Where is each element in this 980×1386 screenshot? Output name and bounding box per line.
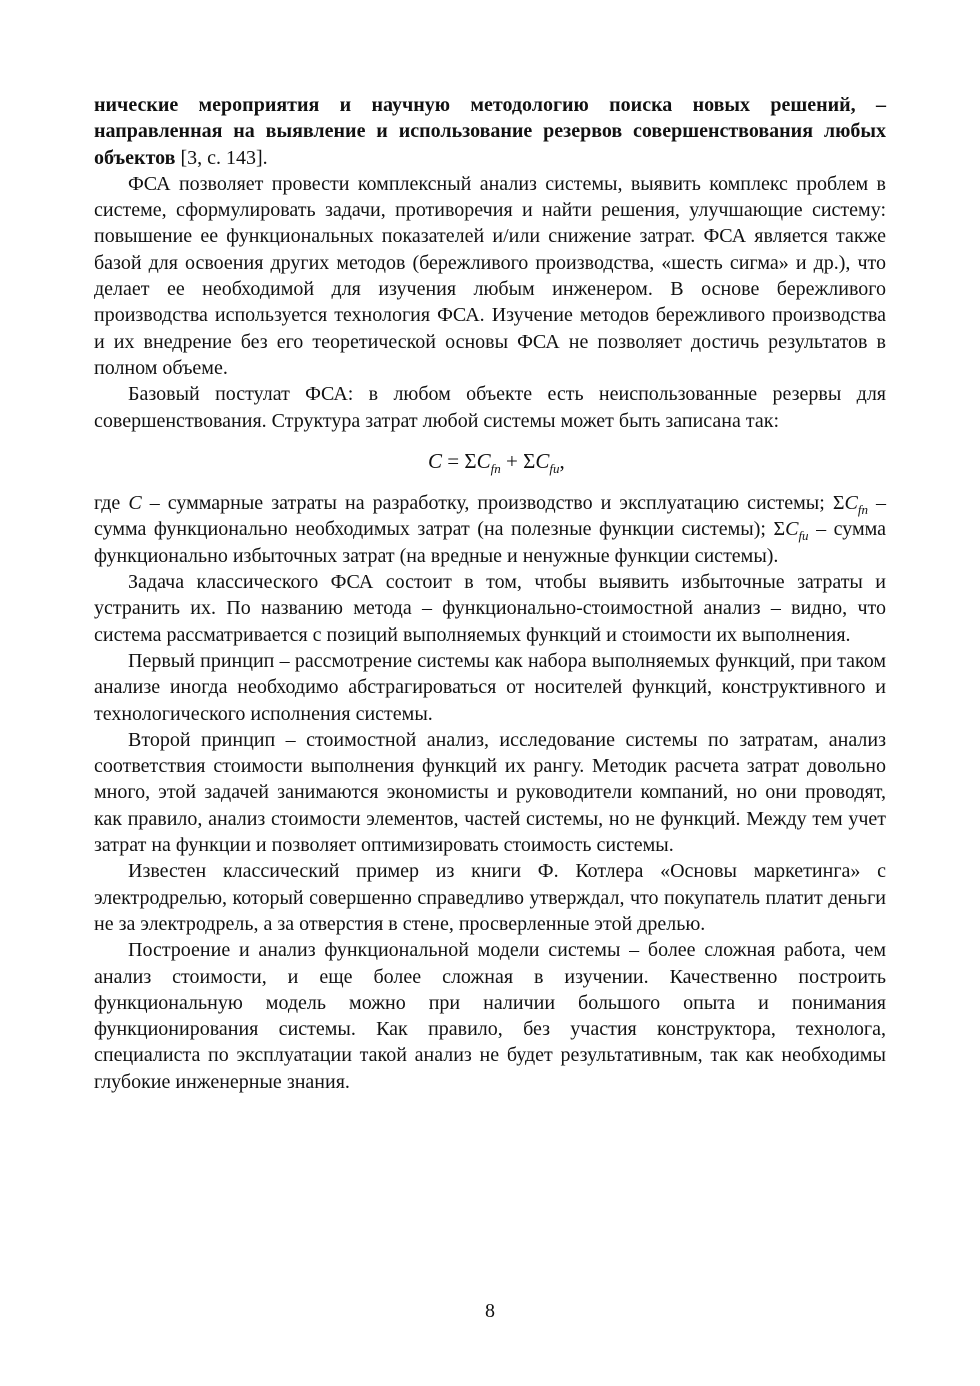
paragraph-kotler-example: Известен классический пример из книги Ф. Котлера «Основы маркетинга» с электродрелью, который совершенно справедливо утверждал, что покупатель платит деньги не за электродрель, а за отверстия в стене, просверленные этой дрелью.	[94, 860, 886, 935]
formula-cost-excess: C	[535, 448, 550, 473]
paragraph-functional-model: Построение и анализ функциональной модели системы – более сложная работа, чем анализ стоимости, и еще более сложная в изучении. Качественно построить функциональную модель можно при наличии большого опыта и понимания функционирования системы. Как правило, без участия конструктора, технолога, специалиста по эксплуатации такой анализ не будет результативным, так как необходимы глубокие инженерные знания.	[94, 939, 886, 1093]
legend-text-1: где	[94, 492, 129, 515]
formula-comma: ,	[559, 448, 565, 473]
paragraph-formula-legend	[94, 490, 886, 569]
legend-symbol-sum-fn	[832, 492, 868, 518]
paragraph-basic-postulate: Базовый постулат ФСА: в любом объекте есть неиспользованные резервы для совершенствования. Структура затрат любой системы может быть записана так:	[94, 383, 886, 432]
legend-text-4: – сумма функционально избыточных затрат (на вредные и ненужные функции системы).	[94, 518, 887, 567]
legend-sigma-1: Σ	[832, 492, 845, 515]
legend-c-2: C	[785, 518, 799, 541]
formula-subscript-fn: fn	[490, 460, 501, 476]
page-number: 8	[485, 1300, 495, 1322]
formula-subscript-fu: fu	[549, 460, 560, 476]
formula-cost-necessary: C	[476, 448, 491, 473]
intro-reference: [3, с. 143].	[175, 146, 268, 169]
paragraph-classic-task: Задача классического ФСА состоит в том, чтобы выявить избыточные затраты и устранить их. По названию метода – функционально-стоимостной анализ – видно, что система рассматривается с позиций выполняемых функций и стоимости их выполнения.	[94, 571, 886, 646]
intro-paragraph	[94, 92, 886, 171]
legend-text-3: – сумма функционально необходимых затрат (на полезные функции системы);	[94, 492, 886, 541]
legend-sub-fu: fu	[798, 528, 809, 544]
legend-sub-fn: fn	[857, 502, 868, 518]
formula-plus-sigma: + Σ	[500, 448, 536, 473]
legend-text-2: – суммарные затраты на разработку, производство и эксплуатацию системы;	[141, 492, 833, 515]
page-body	[94, 92, 886, 1095]
intro-bold-text: нические мероприятия и научную методологию поиска новых решений, – направленная на выявление и использование резервов совершенствования любых объектов	[94, 94, 886, 169]
paragraph-second-principle: Второй принцип – стоимостной анализ, исследование системы по затратам, анализ соответствия стоимости выполнения функций их рангу. Методик расчета затрат довольно много, этой задачей занимаются экономисты и руководители компаний, но они проводят, как правило, анализ стоимости элементов, частей системы, но не функций. Между тем учет затрат на функции и позволяет оптимизировать стоимость системы.	[94, 728, 886, 857]
paragraph-fsa-overview: ФСА позволяет провести комплексный анализ системы, выявить комплекс проблем в системе, сформулировать задачи, противоречия и найти решения, улучшающие систему: повышение ее функциональных показателей и/или снижение затрат. ФСА является также базой для освоения других методов (бережливого производства, «шесть сигма» и др.), что делает ее необходимой для изучения любым инженером. В основе бережливого производства используется технология ФСА. Изучение методов бережливого производства и их внедрение без его теоретической основы ФСА не позволяет достичь результатов в полном объеме.	[94, 172, 886, 379]
legend-c-1: C	[844, 492, 858, 515]
formula-equals-sigma: = Σ	[442, 448, 477, 473]
legend-sigma-2: Σ	[773, 518, 786, 541]
paragraph-first-principle: Первый принцип – рассмотрение системы как набора выполняемых функций, при таком анализе иногда необходимо абстрагироваться от носителей функций, конструктивного и технологического исполнения системы.	[94, 649, 886, 725]
cost-formula	[94, 448, 886, 474]
formula-total-cost: C	[428, 448, 443, 473]
legend-symbol-sum-fu	[773, 518, 809, 544]
legend-symbol-c: C	[128, 492, 142, 515]
